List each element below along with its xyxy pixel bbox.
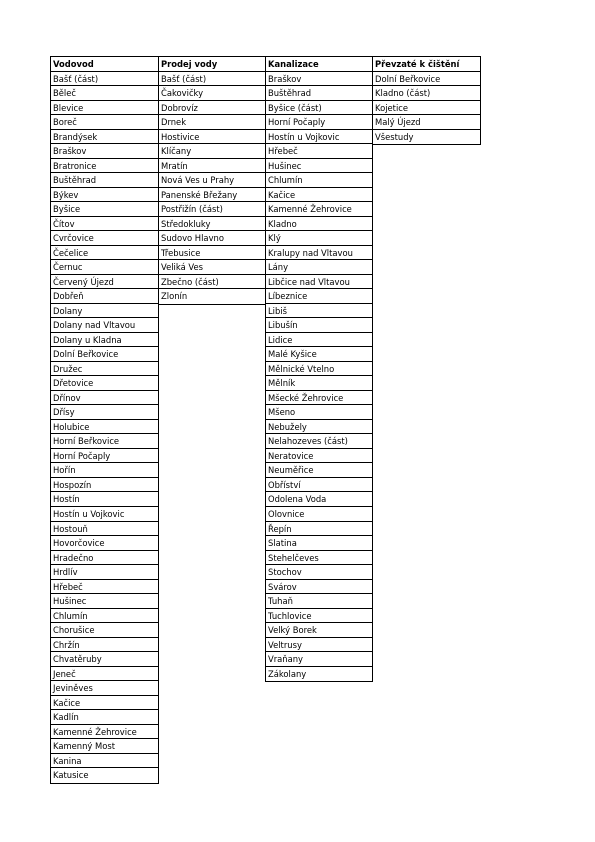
table-cell: Dolany u Kladna: [51, 333, 158, 348]
table-cell: Hospozín: [51, 478, 158, 493]
table-cell: Bašť (část): [159, 72, 265, 87]
table-cell: Čakovičky: [159, 86, 265, 101]
table-cell: Hořín: [51, 463, 158, 478]
table-cell: Veliká Ves: [159, 260, 265, 275]
table-cell: Horní Počaply: [266, 115, 372, 130]
table-cell: Cvrčovice: [51, 231, 158, 246]
table-cell: Hřebeč: [51, 580, 158, 595]
table-cell: Býkev: [51, 188, 158, 203]
table-cell: Hostín u Vojkovic: [51, 507, 158, 522]
table-cell: Buštěhrad: [51, 173, 158, 188]
table-cell: Zákolany: [268, 668, 307, 679]
table-cell: Chržín: [51, 638, 158, 653]
table-cell: Dřetovice: [51, 376, 158, 391]
table-cell: Kamenné Žehrovice: [51, 725, 158, 740]
table-cell: Hrdlív: [51, 565, 158, 580]
table-cell: Tuhaň: [266, 594, 372, 609]
table-cell: Klý: [266, 231, 372, 246]
table-cell: Vraňany: [266, 652, 372, 667]
table-cell: Klíčany: [159, 144, 265, 159]
table-cell: Hovorčovice: [51, 536, 158, 551]
table-cell: Zlonín: [161, 291, 188, 302]
table-cell: Hostivice: [159, 130, 265, 145]
table-cell: Malé Kyšice: [266, 347, 372, 362]
table-cell: Hřebeč: [266, 144, 372, 159]
table-cell: Dolní Beřkovice: [373, 72, 480, 87]
table-cell: Horní Počaply: [51, 449, 158, 464]
table-cell: Hostín u Vojkovic: [266, 130, 372, 145]
table-cell: Mšecké Žehrovice: [266, 391, 372, 406]
table-cell: Odolena Voda: [266, 492, 372, 507]
table-cell: Libušín: [266, 318, 372, 333]
table-cell: Libčice nad Vltavou: [266, 275, 372, 290]
table-cell: Byšice: [51, 202, 158, 217]
table-cell: Libiš: [266, 304, 372, 319]
table-cell: Kralupy nad Vltavou: [266, 246, 372, 261]
table-cell: Kladno (část): [373, 86, 480, 101]
table-cell: Chlumín: [51, 609, 158, 624]
table-cell: Družec: [51, 362, 158, 377]
table-cell: Tuchlovice: [266, 609, 372, 624]
table-cell: Hušinec: [51, 594, 158, 609]
table-cell: Jeviněves: [51, 681, 158, 696]
table-cell: Boreč: [51, 115, 158, 130]
table-cell: Všestudy: [375, 131, 414, 142]
table-cell: Dobrovíz: [159, 101, 265, 116]
table-cell: Stehelčeves: [266, 551, 372, 566]
table-cell: Kladno: [266, 217, 372, 232]
table-cell: Veltrusy: [266, 638, 372, 653]
table-cell: Nová Ves u Prahy: [159, 173, 265, 188]
table-cell: Dolany: [51, 304, 158, 319]
table-cell: Mělník: [266, 376, 372, 391]
table-cell: Holubice: [51, 420, 158, 435]
table-cell: Jeneč: [51, 667, 158, 682]
table-cell: Bratronice: [51, 159, 158, 174]
table-cell: Kamenný Most: [51, 739, 158, 754]
table-cell: Neuměřice: [266, 463, 372, 478]
column-header: Kanalizace: [266, 57, 372, 72]
prodej-vody-column: [158, 56, 266, 305]
table-cell: Drnek: [159, 115, 265, 130]
table-cell: Blevice: [51, 101, 158, 116]
table-cell: Mělnické Vtelno: [266, 362, 372, 377]
table-cell: Červený Újezd: [51, 275, 158, 290]
table-cell: Kačice: [51, 696, 158, 711]
table-cell: Brandýsek: [51, 130, 158, 145]
table-cell: Obříství: [266, 478, 372, 493]
table-cell: Dolany nad Vltavou: [51, 318, 158, 333]
vodovod-column: [50, 56, 159, 784]
table-cell: Horní Beřkovice: [51, 434, 158, 449]
table-cell: Chorušice: [51, 623, 158, 638]
table-cell: Dřísy: [51, 405, 158, 420]
table-cell: Nebužely: [266, 420, 372, 435]
table-cell: Běleč: [51, 86, 158, 101]
table-cell: Zbečno (část): [159, 275, 265, 290]
column-header: Prodej vody: [159, 57, 265, 72]
table-cell: Lidice: [266, 333, 372, 348]
table-cell: Kanina: [51, 754, 158, 769]
table-cell: Kojetice: [373, 101, 480, 116]
table-cell: Hostín: [51, 492, 158, 507]
table-cell: Dřínov: [51, 391, 158, 406]
table-cell: Líbeznice: [266, 289, 372, 304]
table-cell: Lány: [266, 260, 372, 275]
table-cell: Chlumín: [266, 173, 372, 188]
table-cell: Malý Újezd: [373, 115, 480, 130]
table-cell: Stochov: [266, 565, 372, 580]
table-cell: Hradečno: [51, 551, 158, 566]
table-cell: Braškov: [51, 144, 158, 159]
column-header: Převzaté k čištění: [373, 57, 480, 72]
table-cell: Slatina: [266, 536, 372, 551]
table-cell: Kamenné Žehrovice: [266, 202, 372, 217]
table-cell: Braškov: [266, 72, 372, 87]
table-cell: Buštěhrad: [266, 86, 372, 101]
table-cell: Třebusice: [159, 246, 265, 261]
table-cell: Mšeno: [266, 405, 372, 420]
table-cell: Nelahozeves (část): [266, 434, 372, 449]
kanalizace-column: [265, 56, 373, 682]
table-cell: Dolní Beřkovice: [51, 347, 158, 362]
table-cell: Chvatěruby: [51, 652, 158, 667]
table-cell: Svárov: [266, 580, 372, 595]
table-cell: Velký Borek: [266, 623, 372, 638]
table-cell: Kadlín: [51, 710, 158, 725]
table-cell: Neratovice: [266, 449, 372, 464]
table-cell: Dobřeň: [51, 289, 158, 304]
table-cell: Mratín: [159, 159, 265, 174]
table-cell: Byšice (část): [266, 101, 372, 116]
table-cell: Hostouň: [51, 522, 158, 537]
column-header: Vodovod: [51, 57, 158, 72]
table-cell: Středokluky: [159, 217, 265, 232]
table-cell: Sudovo Hlavno: [159, 231, 265, 246]
table-cell: Katusice: [53, 770, 89, 781]
table-cell: Černuc: [51, 260, 158, 275]
table-cell: Panenské Břežany: [159, 188, 265, 203]
table-cell: Řepín: [266, 522, 372, 537]
table-cell: Kačice: [266, 188, 372, 203]
table-cell: Postřižín (část): [159, 202, 265, 217]
table-cell: Čítov: [51, 217, 158, 232]
prevzate-k-cisteni-column: [372, 56, 481, 145]
table-cell: Bašť (část): [51, 72, 158, 87]
table-cell: Čečelice: [51, 246, 158, 261]
table-cell: Olovnice: [266, 507, 372, 522]
table-cell: Hušinec: [266, 159, 372, 174]
